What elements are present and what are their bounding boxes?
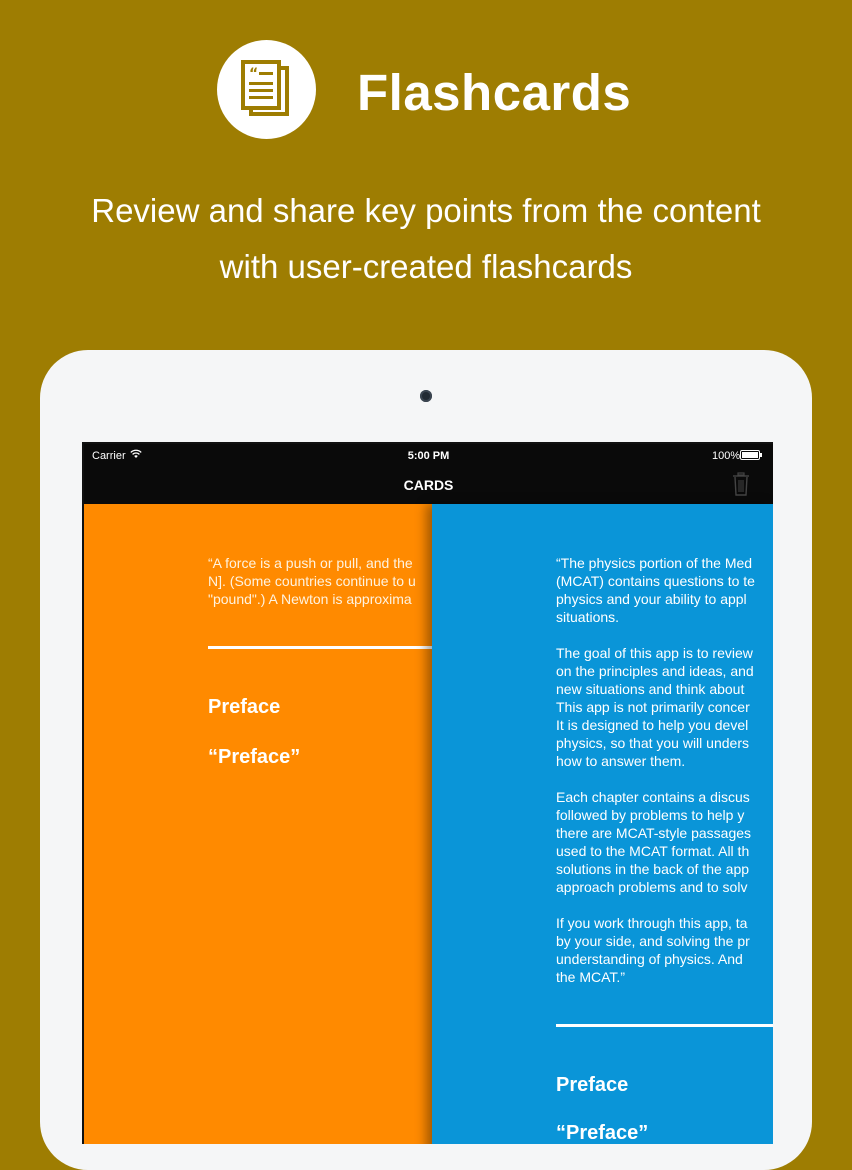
status-time: 5:00 PM xyxy=(407,450,450,462)
battery-tip xyxy=(760,453,762,457)
card-subheading: “Preface” xyxy=(208,746,301,768)
trash-icon[interactable] xyxy=(732,472,750,496)
device-screen xyxy=(82,442,773,1144)
tagline-line-2: with user-created flashcards xyxy=(219,248,633,285)
battery-icon xyxy=(740,450,760,460)
carrier-label: Carrier xyxy=(92,450,126,462)
card-heading: Preface xyxy=(556,1074,629,1096)
nav-title: CARDS xyxy=(403,477,454,493)
card-quote: “A force is a push or pull, and the N]. (Some countries continue to u "pound".) A Newton is approxima xyxy=(208,555,416,607)
nav-bar xyxy=(84,466,773,502)
tagline-line-1: Review and share key points from the content xyxy=(91,192,761,229)
app-title: Flashcards xyxy=(357,64,632,121)
status-bar xyxy=(84,444,773,466)
camera-icon xyxy=(420,390,432,402)
app-logo xyxy=(217,40,316,139)
flashcard-orange[interactable] xyxy=(84,504,444,1144)
svg-text:“: “ xyxy=(249,66,259,82)
card-divider xyxy=(208,646,444,649)
flashcards-icon xyxy=(239,60,295,120)
battery-percent: 100% xyxy=(712,450,741,462)
card-quote: “The physics portion of the Med (MCAT) contains questions to te physics and your ability to appl situations. The goal of this app is to review on the principles and ideas, and new situations and think about This app is not primarily concer It is designed to help you devel physics, so that you will unders how to answer them. Each chapter contains a discus followed by problems to help y there are MCAT-style passages used to the MCAT format. All th solutions in the back of the app approach problems and to solv If you work through this app, ta by your side, and solving the pr understanding of physics. And the MCAT.” xyxy=(556,555,755,984)
flashcard-blue[interactable] xyxy=(432,504,773,1144)
card-subheading: “Preface” xyxy=(556,1122,649,1144)
card-heading: Preface xyxy=(208,696,281,718)
card-divider xyxy=(556,1024,773,1027)
